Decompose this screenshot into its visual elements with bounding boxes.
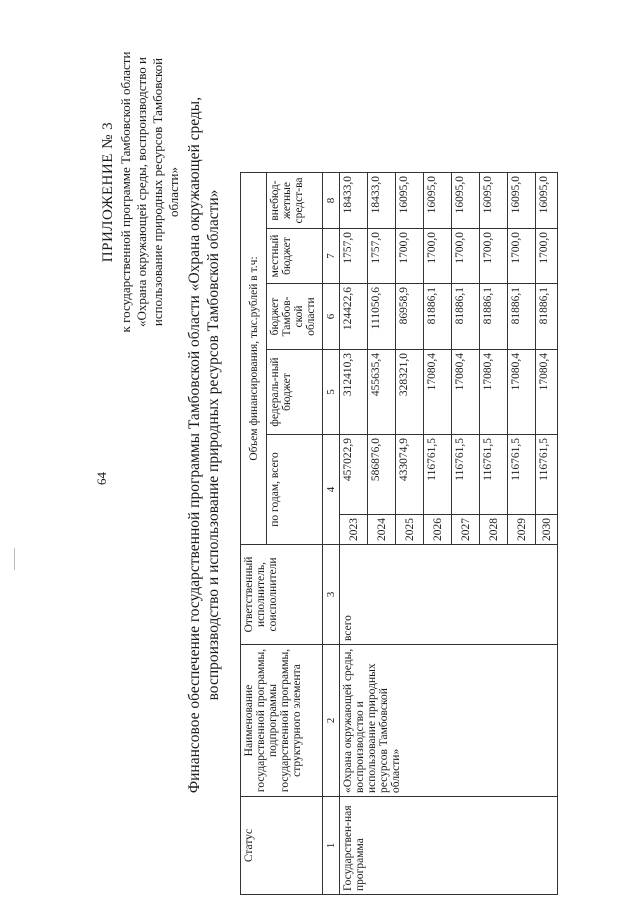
header-executor: Ответственный исполнитель, соисполнители: [241, 545, 323, 645]
header-regional: бюджет Тамбов-ской области: [267, 284, 323, 350]
table-body: [340, 173, 558, 895]
local-cell: 1757,0: [368, 229, 396, 284]
header-funding-group: Объем финансирования, тыс.рублей в т.ч:: [241, 173, 267, 545]
local-cell: 1700,0: [452, 229, 480, 284]
year-cell: 2026: [424, 515, 452, 545]
col-number: 1: [323, 797, 340, 895]
local-cell: 1700,0: [508, 229, 536, 284]
title-line: Финансовое обеспечение государственной программы Тамбовской области «Охрана окружающей среды,: [186, 96, 203, 794]
total-cell: 116761,5: [480, 435, 508, 515]
col-number: 6: [323, 284, 340, 350]
regional-cell: 86958,9: [396, 284, 424, 350]
header-federal: федераль-ный бюджет: [267, 350, 323, 435]
year-cell: 2024: [368, 515, 396, 545]
executor-cell: всего: [340, 545, 558, 645]
federal-cell: 328321,0: [396, 350, 424, 435]
year-cell: 2023: [340, 515, 368, 545]
regional-cell: 81886,1: [480, 284, 508, 350]
total-cell: 433074,9: [396, 435, 424, 515]
year-cell: 2028: [480, 515, 508, 545]
header-by-years: по годам, всего: [267, 435, 323, 545]
federal-cell: 17080,4: [424, 350, 452, 435]
extra-cell: 18433,0: [368, 173, 396, 229]
local-cell: 1700,0: [424, 229, 452, 284]
appendix-line: области»: [166, 167, 181, 217]
total-cell: 586876,0: [368, 435, 396, 515]
appendix-line: «Охрана окружающей среды, воспроизводство и: [134, 57, 149, 327]
table-row: [340, 173, 368, 895]
page-number: 64: [94, 472, 109, 485]
appendix-line: использование природных ресурсов Тамбовской: [150, 57, 165, 327]
regional-cell: 81886,1: [424, 284, 452, 350]
local-cell: 1700,0: [480, 229, 508, 284]
extra-cell: 16095,0: [536, 173, 558, 229]
extra-cell: 16095,0: [480, 173, 508, 229]
header-name: Наименование государственной программы, подпрограммы государственной программы, структурного элемента: [241, 645, 323, 797]
col-number: 2: [323, 645, 340, 797]
title-line: воспроизводство и использование природных ресурсов Тамбовской области»: [205, 189, 222, 701]
federal-cell: 17080,4: [508, 350, 536, 435]
local-cell: 1700,0: [536, 229, 558, 284]
year-cell: 2025: [396, 515, 424, 545]
total-cell: 116761,5: [424, 435, 452, 515]
federal-cell: 17080,4: [536, 350, 558, 435]
col-number: 4: [323, 435, 340, 545]
funding-table: [240, 172, 558, 895]
year-cell: 2029: [508, 515, 536, 545]
extra-cell: 16095,0: [508, 173, 536, 229]
total-cell: 116761,5: [508, 435, 536, 515]
header-local: местный бюджет: [267, 229, 323, 284]
federal-cell: 312410,3: [340, 350, 368, 435]
document-title: [185, 85, 223, 805]
appendix-heading: ПРИЛОЖЕНИЕ № 3: [100, 121, 116, 263]
program-name-cell: «Охрана окружающей среды, воспроизводство и использование природных ресурсов Тамбовской области»: [340, 645, 558, 797]
year-cell: 2030: [536, 515, 558, 545]
status-cell: Государствен-ная программа: [340, 797, 558, 895]
regional-cell: 81886,1: [452, 284, 480, 350]
local-cell: 1757,0: [340, 229, 368, 284]
federal-cell: 455635,4: [368, 350, 396, 435]
year-cell: 2027: [452, 515, 480, 545]
total-cell: 116761,5: [452, 435, 480, 515]
col-number: 7: [323, 229, 340, 284]
regional-cell: 124422,6: [340, 284, 368, 350]
regional-cell: 81886,1: [508, 284, 536, 350]
header-status: Статус: [241, 797, 323, 895]
total-cell: 116761,5: [536, 435, 558, 515]
regional-cell: 111050,6: [368, 284, 396, 350]
header-extra: внебюд-жетные средст-ва: [267, 173, 323, 229]
appendix-block: [100, 27, 182, 357]
extra-cell: 16095,0: [396, 173, 424, 229]
regional-cell: 81886,1: [536, 284, 558, 350]
total-cell: 457022,9: [340, 435, 368, 515]
extra-cell: 16095,0: [424, 173, 452, 229]
federal-cell: 17080,4: [452, 350, 480, 435]
col-number: 5: [323, 350, 340, 435]
extra-cell: 16095,0: [452, 173, 480, 229]
col-number: 3: [323, 545, 340, 645]
extra-cell: 18433,0: [340, 173, 368, 229]
appendix-line: к государственной программе Тамбовской области: [118, 51, 133, 333]
local-cell: 1700,0: [396, 229, 424, 284]
col-number: 8: [323, 173, 340, 229]
federal-cell: 17080,4: [480, 350, 508, 435]
